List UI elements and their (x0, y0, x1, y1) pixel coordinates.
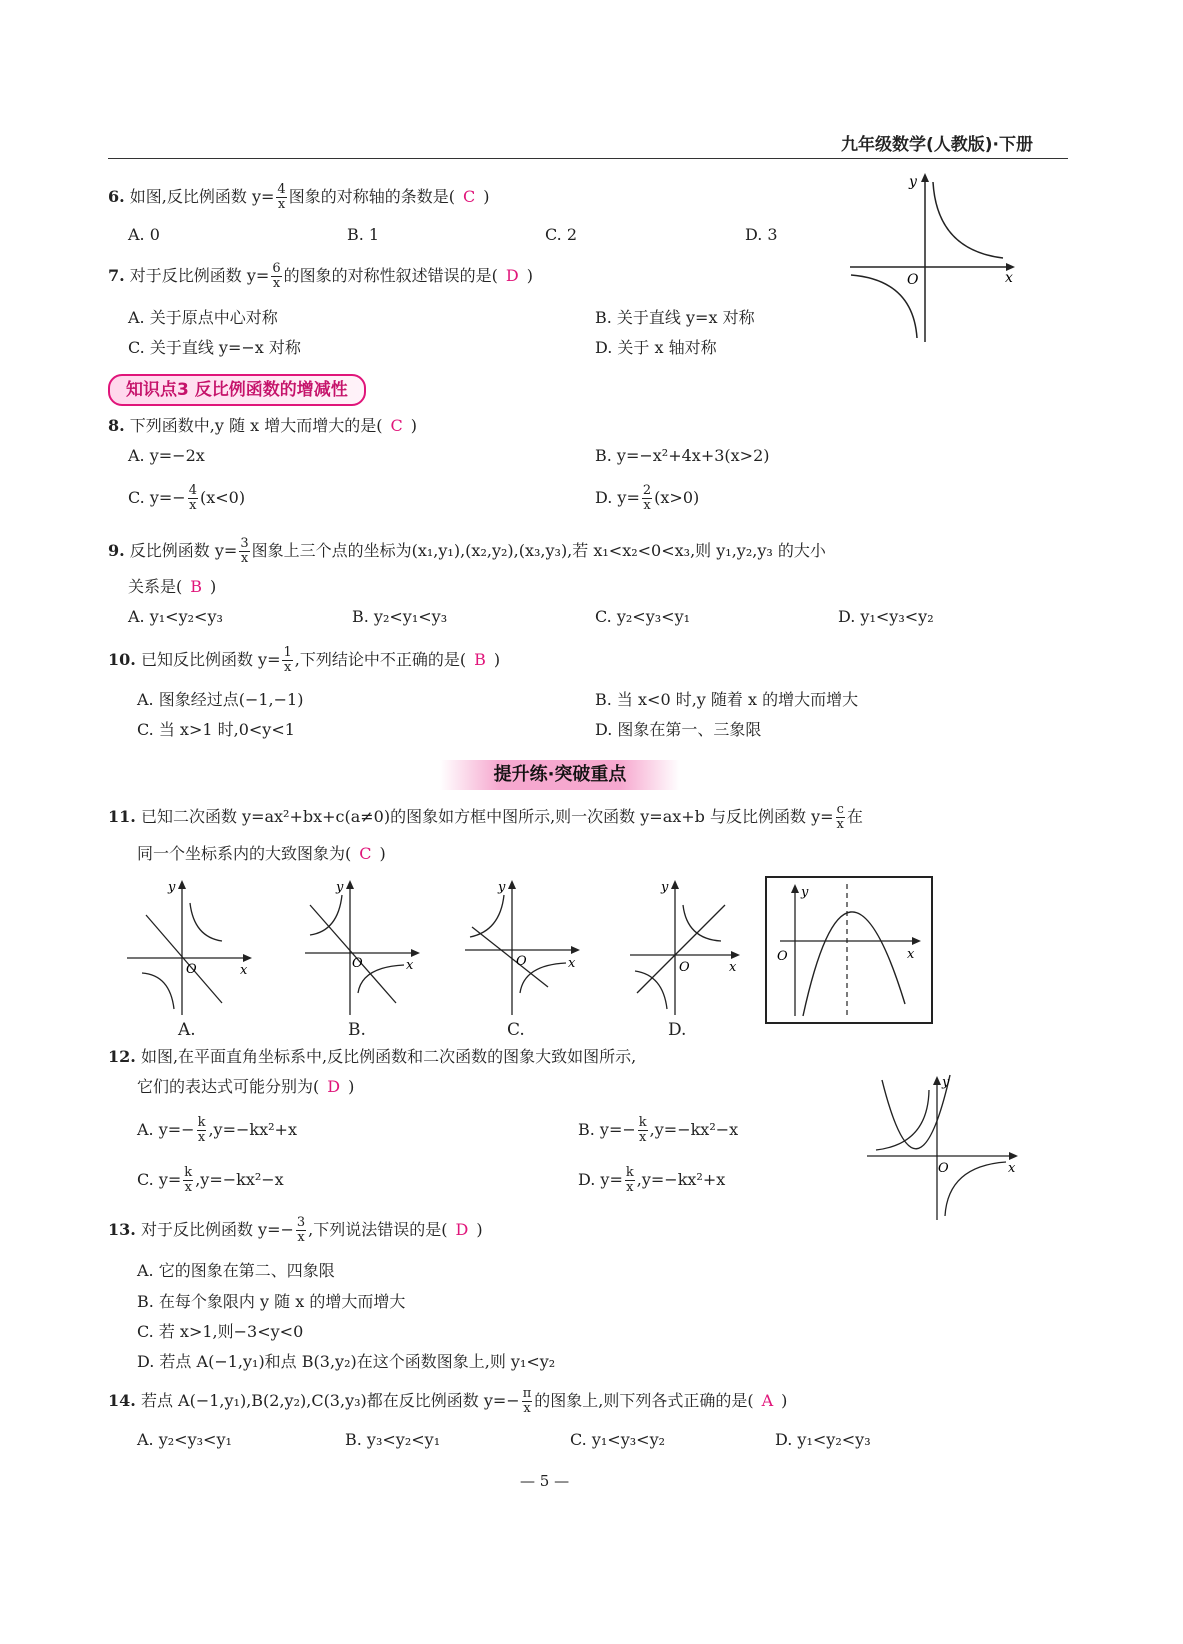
option: B. 当 x<0 时,y 随着 x 的增大而增大 (595, 690, 859, 709)
option: D. 图象在第一、三象限 (595, 720, 762, 739)
fraction: $\frac{1}{x}$ (283, 645, 292, 675)
option: C. 当 x>1 时,0<y<1 (137, 720, 295, 739)
svg-text:y: y (909, 174, 917, 190)
option: B. 1 (347, 225, 380, 244)
option: D. y₁<y₂<y₃ (775, 1430, 871, 1449)
svg-text:O: O (352, 956, 363, 971)
svg-text:x: x (1008, 1161, 1016, 1176)
question-9-line2: 关系是( B ) (128, 577, 217, 596)
svg-text:x: x (1005, 270, 1013, 286)
option: B. y=− $\frac{k}{x}$ ,y=−kx²−x (578, 1115, 739, 1145)
option-label: B. (348, 1020, 366, 1040)
fraction: $\frac{3}{x}$ (240, 536, 249, 566)
question-8: 8. 下列函数中,y 随 x 增大而增大的是( C ) (108, 416, 417, 435)
svg-text:O: O (186, 962, 197, 977)
option: A. 图象经过点(−1,−1) (137, 690, 304, 709)
option: A. y=−2x (128, 446, 205, 465)
header-divider (108, 158, 1068, 159)
svg-text:x: x (406, 958, 414, 973)
question-14: 14. 若点 A(−1,y₁),B(2,y₂),C(3,y₃)都在反比例函数 y=− $\frac{\pi}{x}$ 的图象上,则下列各式正确的是( A ) (108, 1386, 788, 1416)
option: B. y₂<y₁<y₃ (352, 607, 448, 626)
svg-text:O: O (679, 960, 690, 975)
question-7: 7. 对于反比例函数 y= $\frac{6}{x}$ 的图象的对称性叙述错误的是( D ) (108, 261, 533, 291)
svg-text:x: x (240, 963, 248, 978)
question-11: 11. 已知二次函数 y=ax²+bx+c(a≠0)的图象如方框中图所示,则一次函数 y=ax+b 与反比例函数 y= $\frac{c}{x}$ 在 (108, 802, 863, 832)
graph-option-b (300, 875, 430, 1015)
option-label: D. (668, 1020, 687, 1040)
option: B. 关于直线 y=x 对称 (595, 308, 755, 327)
question-6: 6. 如图,反比例函数 y= $\frac{4}{x}$ 图象的对称轴的条数是( C ) (108, 182, 490, 212)
q12-figure (862, 1070, 1022, 1225)
question-9: 9. 反比例函数 y= $\frac{3}{x}$ 图象上三个点的坐标为(x₁,y₁),(x₂,y₂),(x₃,y₃),若 x₁<x₂<0<x₃,则 y₁,y₂,y₃ 的大小 (108, 536, 826, 566)
fraction: $\frac{4}{x}$ (277, 182, 286, 212)
answer: A (761, 1391, 774, 1410)
option: D. 3 (745, 225, 778, 244)
svg-text:y: y (498, 880, 506, 895)
option: A. 关于原点中心对称 (128, 308, 278, 327)
svg-text:x: x (729, 960, 737, 975)
option: C. y₂<y₃<y₁ (595, 607, 691, 626)
answer: C (462, 187, 476, 206)
fraction: $\frac{c}{x}$ (836, 802, 844, 832)
option: C. y= $\frac{k}{x}$ ,y=−kx²−x (137, 1165, 284, 1195)
option: D. y= $\frac{2}{x}$ (x>0) (595, 483, 700, 513)
question-13: 13. 对于反比例函数 y=− $\frac{3}{x}$ ,下列说法错误的是( D ) (108, 1215, 483, 1245)
option: C. y₁<y₃<y₂ (570, 1430, 666, 1449)
answer: D (327, 1077, 341, 1096)
option-label: C. (507, 1020, 525, 1040)
section-banner: 知识点3 反比例函数的增减性 (108, 374, 366, 406)
option: D. 若点 A(−1,y₁)和点 B(3,y₂)在这个函数图象上,则 y₁<y₂ (137, 1352, 556, 1371)
fraction: $\frac{\pi}{x}$ (522, 1386, 532, 1416)
answer: D (505, 266, 519, 285)
graph-option-d (625, 875, 750, 1015)
fraction: $\frac{6}{x}$ (272, 261, 281, 291)
svg-text:O: O (516, 954, 527, 969)
option: C. 2 (545, 225, 578, 244)
question-12: 12. 如图,在平面直角坐标系中,反比例函数和二次函数的图象大致如图所示, (108, 1047, 637, 1066)
option-label: A. (178, 1020, 196, 1040)
svg-text:y: y (661, 880, 669, 895)
answer: D (455, 1220, 469, 1239)
svg-text:x: x (907, 947, 915, 962)
option: A. y=− $\frac{k}{x}$ ,y=−kx²+x (137, 1115, 297, 1145)
option: B. y₃<y₂<y₁ (345, 1430, 441, 1449)
graph-option-a (122, 875, 262, 1015)
answer: C (359, 844, 372, 863)
option: A. y₁<y₂<y₃ (128, 607, 223, 626)
option: D. 关于 x 轴对称 (595, 338, 717, 357)
parabola-box-figure (765, 876, 935, 1026)
question-11-line2: 同一个坐标系内的大致图象为( C ) (137, 844, 386, 863)
option: A. 它的图象在第二、四象限 (137, 1261, 335, 1280)
graph-option-c (460, 875, 590, 1015)
svg-text:y: y (336, 880, 344, 895)
svg-text:y: y (942, 1075, 950, 1090)
option: C. 若 x>1,则−3<y<0 (137, 1322, 304, 1341)
answer: C (390, 416, 403, 435)
page-number: — 5 — (520, 1472, 570, 1490)
option: C. y=− $\frac{4}{x}$ (x<0) (128, 483, 246, 513)
svg-text:y: y (801, 885, 809, 900)
page-header-title: 九年级数学(人教版)·下册 (841, 135, 1033, 155)
hyperbola-figure (845, 170, 1020, 345)
svg-text:O: O (777, 949, 788, 964)
option: C. 关于直线 y=−x 对称 (128, 338, 301, 357)
question-10: 10. 已知反比例函数 y= $\frac{1}{x}$ ,下列结论中不正确的是( B ) (108, 645, 501, 675)
svg-text:x: x (568, 956, 576, 971)
option: A. 0 (128, 225, 160, 244)
section-banner-advanced: 提升练·突破重点 (440, 760, 680, 790)
option: B. y=−x²+4x+3(x>2) (595, 446, 770, 465)
option: B. 在每个象限内 y 随 x 的增大而增大 (137, 1292, 406, 1311)
answer: B (474, 650, 486, 669)
question-12-line2: 它们的表达式可能分别为( D ) (137, 1077, 355, 1096)
option: D. y= $\frac{k}{x}$ ,y=−kx²+x (578, 1165, 726, 1195)
svg-text:O: O (907, 272, 919, 288)
answer: B (190, 577, 203, 596)
fraction: $\frac{3}{x}$ (296, 1215, 306, 1245)
svg-text:y: y (168, 880, 176, 895)
svg-text:O: O (938, 1161, 949, 1176)
option: D. y₁<y₃<y₂ (838, 607, 934, 626)
option: A. y₂<y₃<y₁ (137, 1430, 232, 1449)
